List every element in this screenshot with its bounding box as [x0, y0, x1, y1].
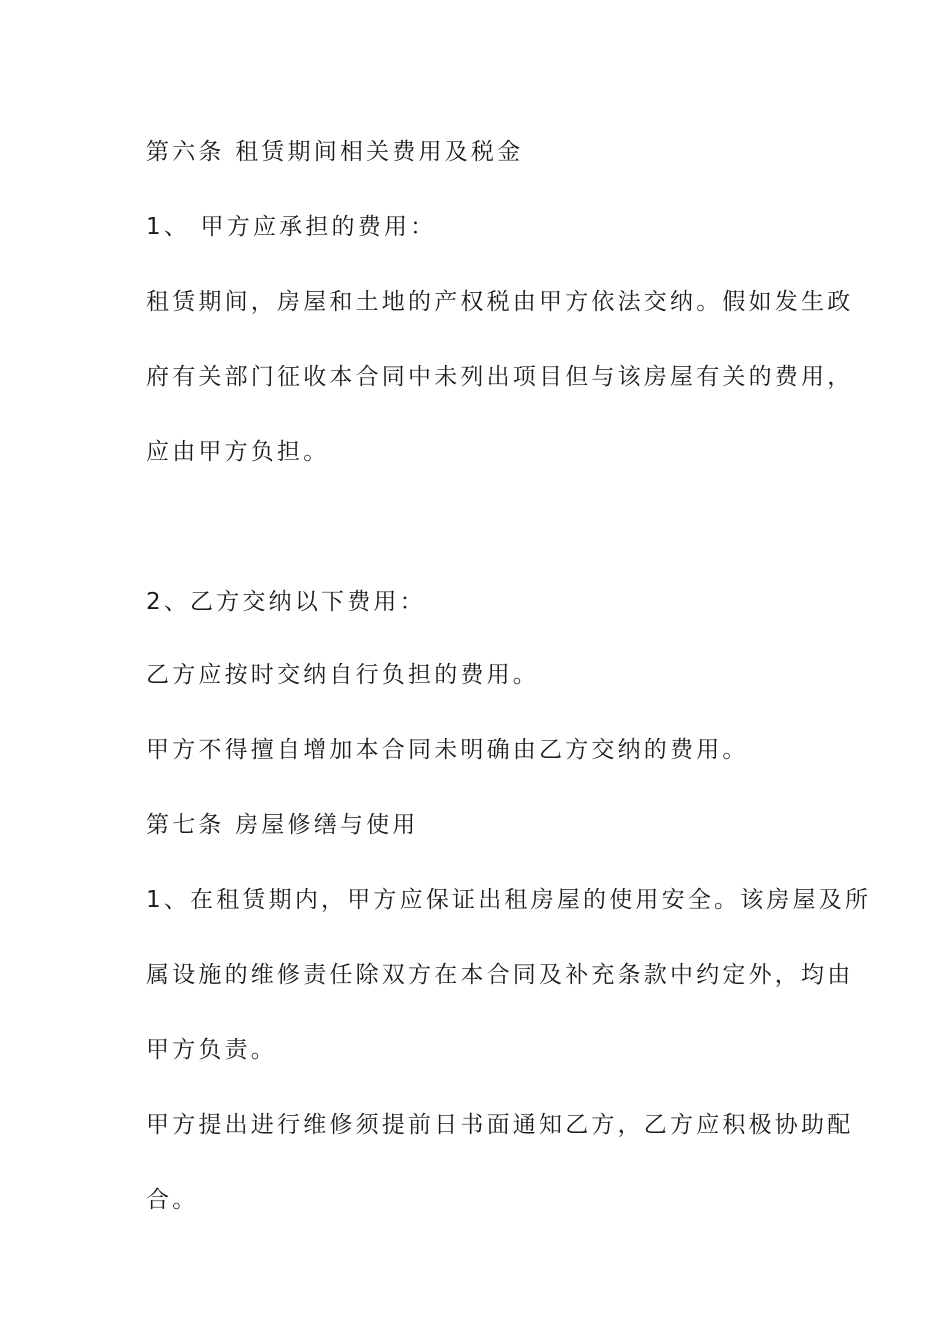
clause-6-1-text-line-3: 应由甲方负担。: [146, 439, 330, 465]
clause-7-2-text-line-2: 合。: [146, 1187, 199, 1213]
clause-7-1-text-line-3: 甲方负责。: [146, 1037, 277, 1063]
clause-6-1-heading: 1、 甲方应承担的费用：: [146, 214, 437, 240]
article-7-heading: 第七条 房屋修缮与使用: [146, 812, 419, 838]
clause-6-2-text-line-1: 乙方应按时交纳自行负担的费用。: [146, 662, 539, 688]
article-6-heading: 第六条 租赁期间相关费用及税金: [146, 139, 524, 165]
clause-6-2-text-line-2: 甲方不得擅自增加本合同未明确由乙方交纳的费用。: [146, 737, 749, 763]
clause-7-1-text-line-1: 1、在租赁期内，甲方应保证出租房屋的使用安全。该房屋及所: [146, 887, 872, 913]
clause-7-1-text-line-2: 属设施的维修责任除双方在本合同及补充条款中约定外，均由: [146, 962, 854, 988]
clause-6-1-text-line-1: 租赁期间，房屋和土地的产权税由甲方依法交纳。假如发生政: [146, 289, 854, 315]
clause-7-2-text-line-1: 甲方提出进行维修须提前日书面通知乙方，乙方应积极协助配: [146, 1112, 854, 1138]
clause-6-2-heading: 2、乙方交纳以下费用：: [146, 589, 426, 615]
clause-6-1-text-line-2: 府有关部门征收本合同中未列出项目但与该房屋有关的费用，: [146, 364, 854, 390]
